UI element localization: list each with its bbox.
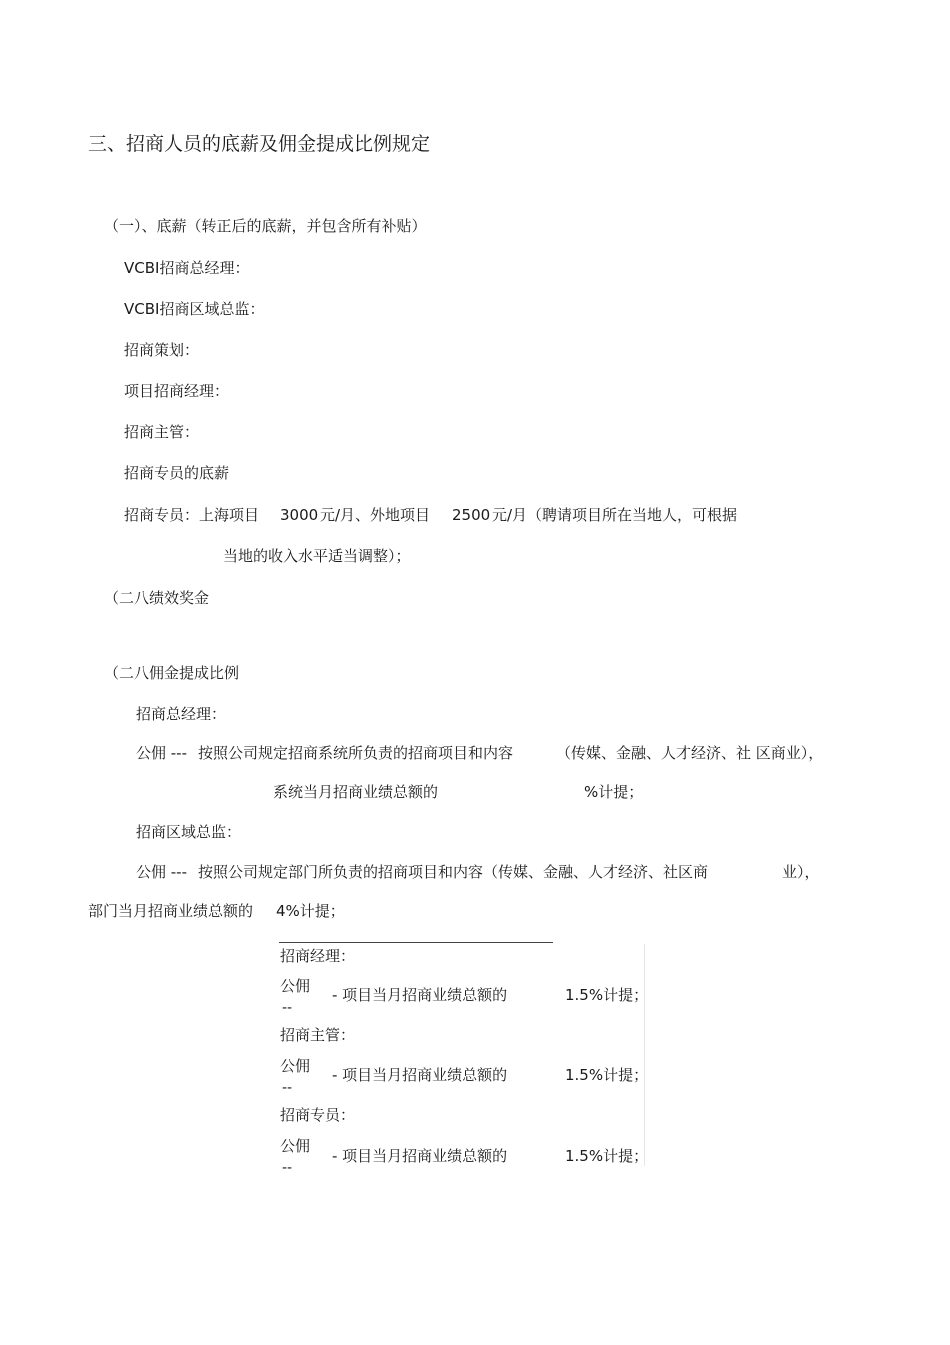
rd-commission-rate: 4%计提； <box>276 902 345 920</box>
table-role: 招商专员： <box>280 1106 356 1124</box>
specialist-other-unit: 元/月（聘请项目所在当地人，可根据 <box>492 506 738 524</box>
specialist-shanghai-amount: 3000 <box>280 506 319 524</box>
table-commission-desc: - 项目当月招商业绩总额的 <box>332 986 508 1004</box>
table-commission-rate: 1.5%计提； <box>565 1066 649 1084</box>
table-role: 招商主管： <box>280 1026 356 1044</box>
table-commission-dashes: -- <box>282 1160 293 1176</box>
table-top-rule <box>279 942 553 943</box>
section-title: 三、招商人员的底薪及佣金提成比例规定 <box>88 133 431 155</box>
commission-heading: （二八佣金提成比例 <box>104 664 240 682</box>
gm-commission-rule: 按照公司规定招商系统所负责的招商项目和内容 <box>198 744 514 762</box>
gm-commission-rate: %计提； <box>584 783 644 801</box>
table-right-rule <box>644 944 645 1166</box>
table-commission-rate: 1.5%计提； <box>565 1147 649 1165</box>
rd-title: 招商区域总监： <box>136 823 242 841</box>
base-salary-item: 招商专员的底薪 <box>124 464 230 482</box>
specialist-note: 当地的收入水平适当调整）； <box>223 547 411 565</box>
rd-commission-label: 公佣 --- <box>136 863 188 881</box>
gm-commission-label: 公佣 --- <box>136 744 188 762</box>
performance-bonus-heading: （二八绩效奖金 <box>104 589 210 607</box>
base-salary-item: VCBI招商总经理： <box>124 259 250 277</box>
table-commission-rate: 1.5%计提； <box>565 986 649 1004</box>
rd-commission-rule: 按照公司规定部门所负责的招商项目和内容（传媒、金融、人才经济、社区商 <box>198 863 709 881</box>
table-commission-desc: - 项目当月招商业绩总额的 <box>332 1066 508 1084</box>
base-salary-item: VCBI招商区域总监： <box>124 300 265 318</box>
table-commission-desc: - 项目当月招商业绩总额的 <box>332 1147 508 1165</box>
rd-commission-base: 部门当月招商业绩总额的 <box>88 902 254 920</box>
table-commission-label: 公佣 <box>280 1137 311 1155</box>
table-commission-label: 公佣 <box>280 977 311 995</box>
table-commission-dashes: -- <box>282 1000 293 1016</box>
table-role: 招商经理： <box>280 947 356 965</box>
table-commission-label: 公佣 <box>280 1057 311 1075</box>
gm-commission-base: 系统当月招商业绩总额的 <box>273 783 439 801</box>
base-salary-item: 招商策划： <box>124 341 200 359</box>
specialist-other-amount: 2500 <box>452 506 491 524</box>
base-salary-item: 招商主管： <box>124 423 200 441</box>
table-commission-dashes: -- <box>282 1080 293 1096</box>
gm-commission-scope: （传媒、金融、人才经济、社 区商业）， <box>556 744 824 762</box>
specialist-label: 招商专员：上海项目 <box>124 506 260 524</box>
base-salary-item: 项目招商经理： <box>124 382 230 400</box>
base-salary-heading: （一）、底薪（转正后的底薪，并包含所有补贴） <box>104 217 427 235</box>
gm-title: 招商总经理： <box>136 705 227 723</box>
specialist-shanghai-unit: 元/月、外地项目 <box>320 506 431 524</box>
rd-commission-scope-end: 业）， <box>782 863 820 881</box>
